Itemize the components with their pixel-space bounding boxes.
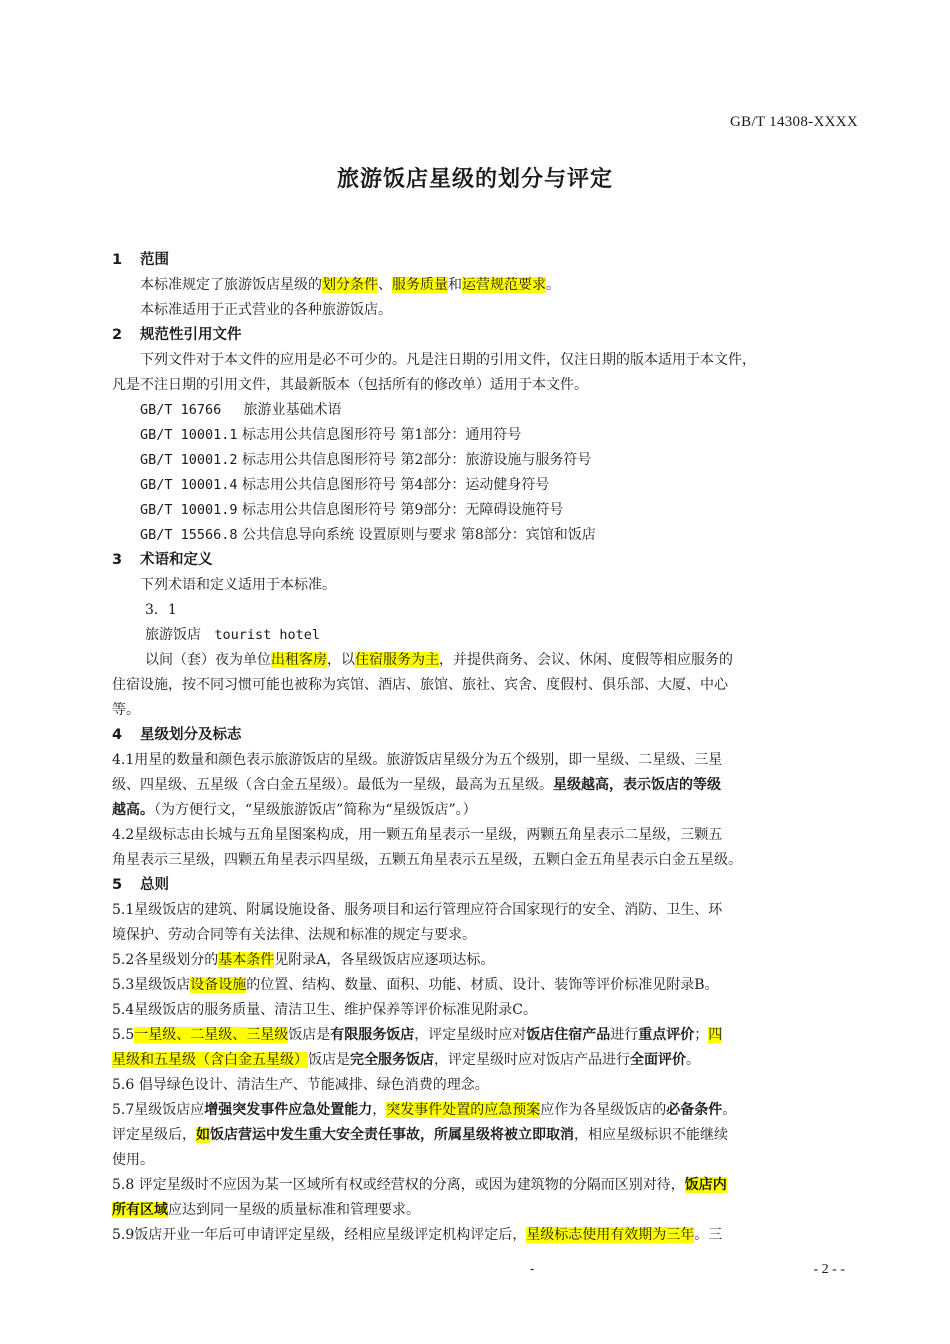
section-heading-5: 5 总则 xyxy=(112,877,169,893)
clause-5-5: 5.5一星级、二星级、三星级饭店是有限服务饭店，评定星级时应对饭店住宿产品进行重点评价；四 xyxy=(112,1027,723,1043)
reference-item: GB/T 16766 旅游业基础术语 xyxy=(140,402,342,418)
clause-5-9: 5.9饭店开业一年后可申请评定星级，经相应星级评定机构评定后，星级标志使用有效期为三年。三 xyxy=(112,1227,723,1243)
term-number: 3．1 xyxy=(145,602,177,618)
reference-item: GB/T 15566.8 公共信息导向系统 设置原则与要求 第8部分：宾馆和饭店 xyxy=(140,527,596,543)
term-title: 旅游饭店 tourist hotel xyxy=(145,627,321,643)
clause-5-8: 所有区域应达到同一星级的质量标准和管理要求。 xyxy=(112,1202,420,1218)
paragraph: 本标准适用于正式营业的各种旅游饭店。 xyxy=(140,302,392,318)
section-heading-3: 3 术语和定义 xyxy=(112,552,213,568)
term-definition: 等。 xyxy=(112,702,140,718)
clause-5-5: 星级和五星级（含白金五星级）饭店是完全服务饭店，评定星级时应对饭店产品进行全面评价。 xyxy=(112,1052,700,1068)
page-number: - 2 - - xyxy=(813,1262,845,1277)
document-code: GB/T 14308-XXXX xyxy=(730,114,858,130)
clause-5-2: 5.2各星级划分的基本条件见附录A，各星级饭店应逐项达标。 xyxy=(112,952,495,968)
section-heading-1: 1 范围 xyxy=(112,252,169,268)
clause-5-4: 5.4星级饭店的服务质量、清洁卫生、维护保养等评价标准见附录C。 xyxy=(112,1002,537,1018)
section-heading-4: 4 星级划分及标志 xyxy=(112,727,242,743)
reference-item: GB/T 10001.2 标志用公共信息图形符号 第2部分：旅游设施与服务符号 xyxy=(140,452,592,468)
term-definition: 以间（套）夜为单位出租客房，以住宿服务为主，并提供商务、会议、休闲、度假等相应服务的 xyxy=(145,652,733,668)
clause-4-1: 4.1用星的数量和颜色表示旅游饭店的星级。旅游饭店星级分为五个级别，即一星级、二星级、三星 xyxy=(112,752,723,768)
reference-item: GB/T 10001.9 标志用公共信息图形符号 第9部分：无障碍设施符号 xyxy=(140,502,564,518)
clause-5-7: 评定星级后，如饭店营运中发生重大安全责任事故，所属星级将被立即取消，相应星级标识不能继续 xyxy=(112,1127,728,1143)
clause-4-1: 越高。（为方便行文，“星级旅游饭店”简称为“星级饭店”。） xyxy=(112,802,477,818)
clause-5-7: 5.7星级饭店应增强突发事件应急处置能力，突发事件处置的应急预案应作为各星级饭店的必备条件。 xyxy=(112,1102,737,1118)
clause-5-6: 5.6 倡导绿色设计、清洁生产、节能减排、绿色消费的理念。 xyxy=(112,1077,489,1093)
clause-5-8: 5.8 评定星级时不应因为某一区域所有权或经营权的分离，或因为建筑物的分隔而区别对待，饭店内 xyxy=(112,1177,727,1193)
document-title: 旅游饭店星级的划分与评定 xyxy=(336,167,613,192)
paragraph: 下列术语和定义适用于本标准。 xyxy=(140,577,336,593)
clause-4-2: 角星表示三星级，四颗五角星表示四星级，五颗五角星表示五星级，五颗白金五角星表示白金五星级。 xyxy=(112,852,742,868)
clause-5-1: 5.1星级饭店的建筑、附属设施设备、服务项目和运行管理应符合国家现行的安全、消防、卫生、环 xyxy=(112,902,723,918)
paragraph: 凡是不注日期的引用文件，其最新版本（包括所有的修改单）适用于本文件。 xyxy=(112,377,588,393)
reference-item: GB/T 10001.4 标志用公共信息图形符号 第4部分：运动健身符号 xyxy=(140,477,550,493)
clause-5-1: 境保护、劳动合同等有关法律、法规和标准的规定与要求。 xyxy=(112,927,476,943)
clause-4-1: 级、四星级、五星级（含白金五星级）。最低为一星级，最高为五星级。星级越高，表示饭店的等级 xyxy=(112,777,721,793)
term-definition: 住宿设施，按不同习惯可能也被称为宾馆、酒店、旅馆、旅社、宾舍、度假村、俱乐部、大厦、中心 xyxy=(112,677,728,693)
paragraph: 本标准规定了旅游饭店星级的划分条件、服务质量和运营规范要求。 xyxy=(140,277,560,293)
section-heading-2: 2 规范性引用文件 xyxy=(112,327,242,343)
clause-5-3: 5.3星级饭店设备设施的位置、结构、数量、面积、功能、材质、设计、装饰等评价标准见附录B。 xyxy=(112,977,719,993)
clause-4-2: 4.2星级标志由长城与五角星图案构成，用一颗五角星表示一星级，两颗五角星表示二星级，三颗五 xyxy=(112,827,723,843)
footer-dash: - xyxy=(530,1262,535,1277)
paragraph: 下列文件对于本文件的应用是必不可少的。凡是注日期的引用文件，仅注日期的版本适用于本文件， xyxy=(140,352,756,368)
reference-item: GB/T 10001.1 标志用公共信息图形符号 第1部分：通用符号 xyxy=(140,427,522,443)
clause-5-7: 使用。 xyxy=(112,1152,154,1168)
